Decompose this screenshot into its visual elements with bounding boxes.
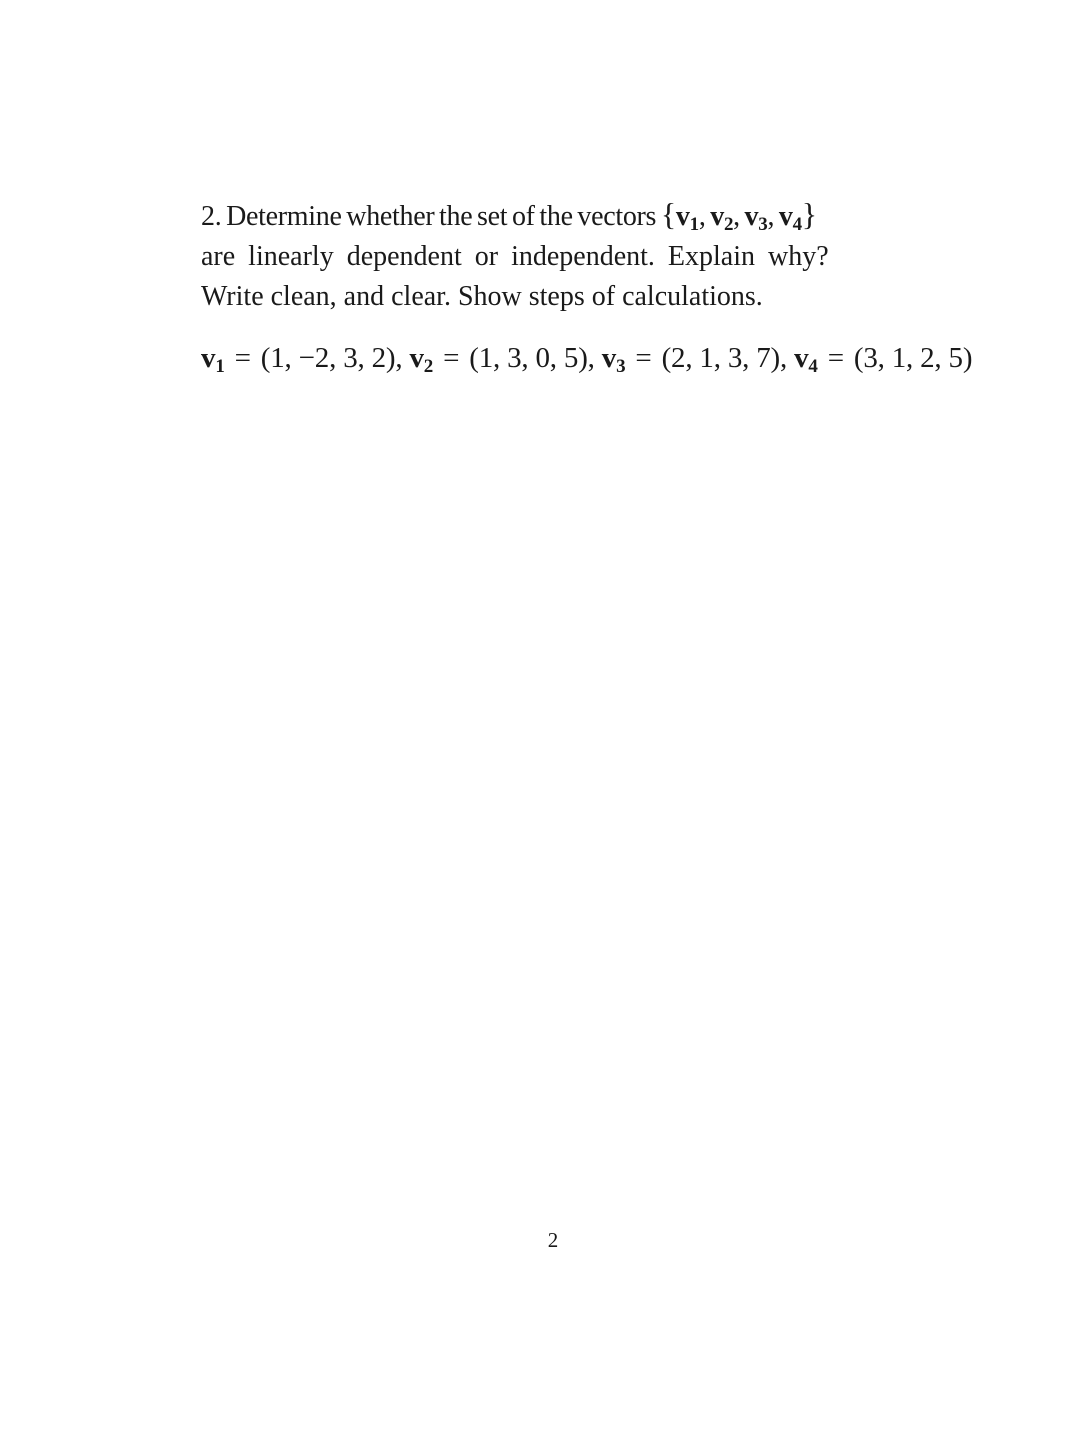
set-member: $v_4$	[778, 201, 802, 235]
set-open-brace: {	[660, 196, 676, 232]
vector-name: $v_2$	[409, 342, 434, 377]
equals-sign: =	[443, 342, 460, 374]
vector-definition-v3	[601, 342, 780, 377]
vector-definitions: $v_1 = (1$, −2, 3, 2), $v_2 = (1$, 3, 0, 5), $v_3 = (2$, 1, 3, 7), $v_4 = (3$, 1, 2, 5)	[201, 342, 973, 377]
set-member: $v_3$	[744, 201, 768, 235]
problem-number: 2.	[201, 201, 222, 232]
problem-line-2: are linearly dependent or independent. Explain why?	[201, 241, 829, 272]
vector-definition-v4	[794, 342, 973, 377]
problem-statement	[201, 194, 1041, 317]
vector-name: $v_4$	[794, 342, 818, 377]
vector-value: (1, −2, 3, 2)	[260, 342, 396, 374]
vector-value: (1, 3, 0, 5)	[469, 342, 588, 374]
vector-definition-v2	[409, 342, 588, 377]
problem-line-1-text: Determine whether the set of the vectors	[226, 201, 657, 232]
page-number: 2	[547, 1228, 559, 1252]
problem-line-3: Write clean, and clear. Show steps of calculations.	[201, 281, 763, 312]
equals-sign: =	[635, 342, 652, 374]
vector-name: $v_1$	[201, 342, 225, 377]
set-member: $v_2$	[710, 201, 734, 235]
vector-definition-v1	[201, 342, 396, 377]
vector-name: $v_3$	[601, 342, 626, 377]
problem-line-1: 2. Determine whether the set of the vectors {$v_1$, $v_2$, $v_3$, $v_4$}	[201, 196, 817, 235]
set-close-brace: }	[801, 196, 817, 232]
equals-sign: =	[827, 342, 844, 374]
vector-value: (2, 1, 3, 7)	[661, 342, 780, 374]
equals-sign: =	[234, 342, 251, 374]
vector-value: (3, 1, 2, 5)	[853, 342, 973, 374]
set-member: $v_1$	[675, 201, 699, 235]
